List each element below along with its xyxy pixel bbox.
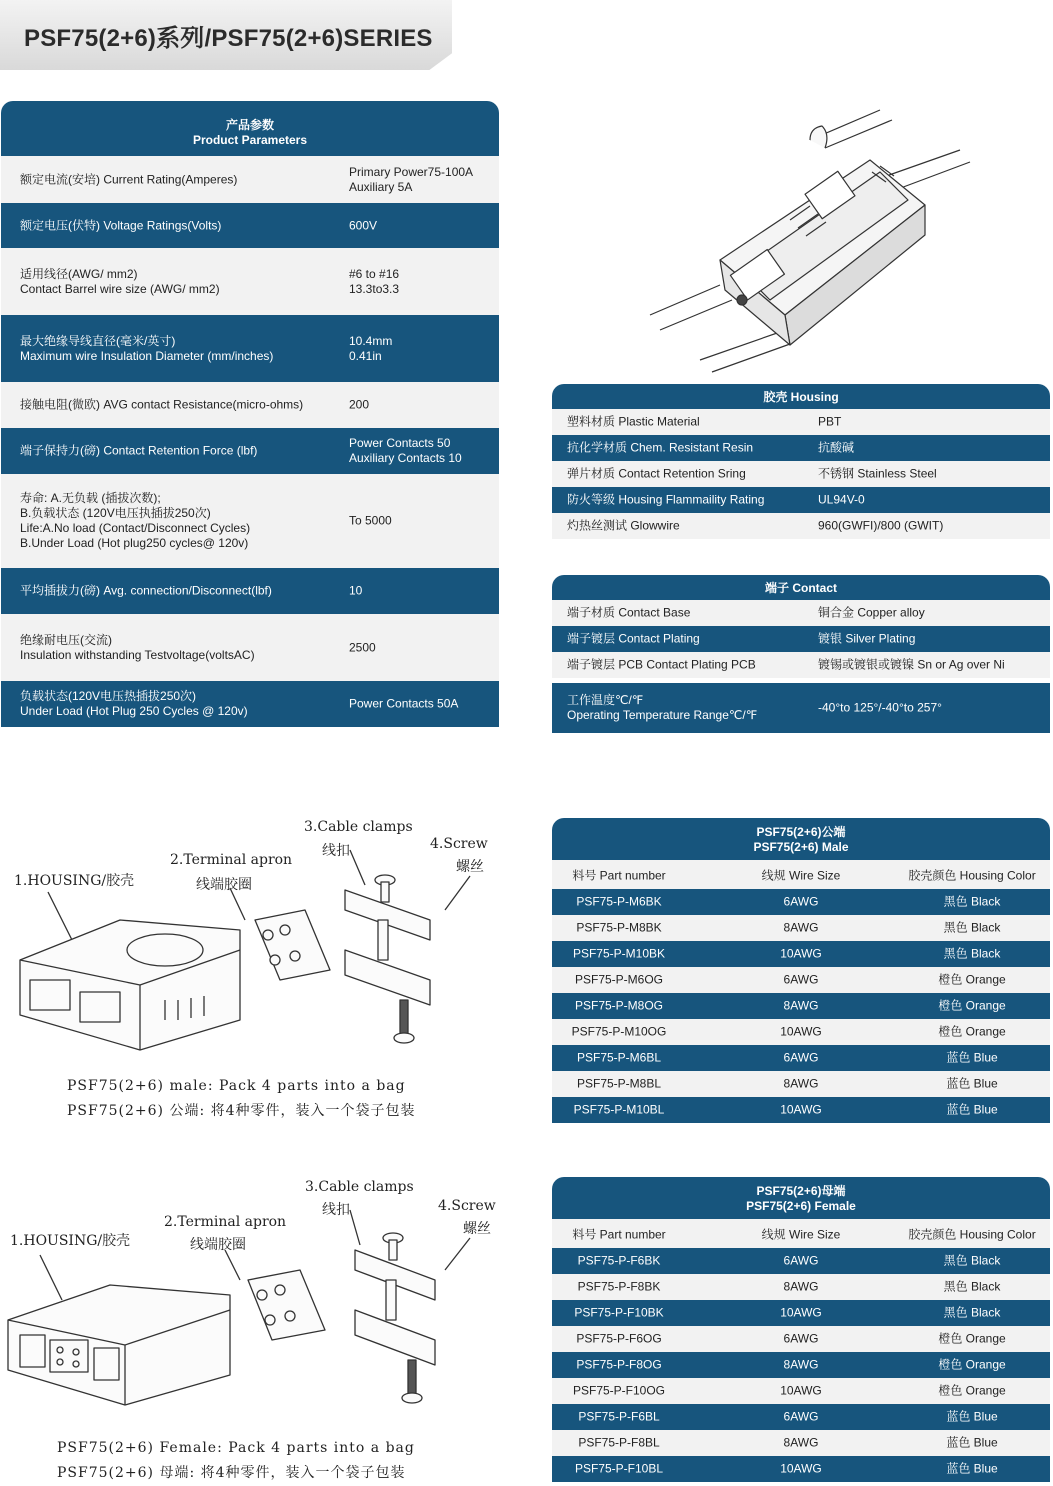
param-label-line: B.Under Load (Hot plug250 cycles@ 120v) (20, 536, 249, 550)
param-row (1, 428, 499, 474)
male-part-row (552, 1019, 1050, 1045)
wire-size: 6AWG (783, 1409, 819, 1424)
female-header-cn: PSF75(2+6)母端 (756, 1184, 846, 1198)
param-label-line: Under Load (Hot Plug 250 Cycles @ 120v) (20, 704, 248, 718)
housing-row (552, 409, 1050, 435)
param-value-line: 10.4mm (349, 333, 393, 348)
wire-size: 10AWG (780, 1383, 822, 1398)
housing-label: 防火等级 Housing Flammaility Rating (567, 492, 765, 507)
param-row (1, 382, 499, 428)
params-header-cn: 产品参数 (225, 118, 274, 132)
housing-value: PBT (818, 414, 842, 429)
wire-size: 10AWG (780, 1024, 822, 1039)
female-exploded-diagram (0, 1170, 540, 1486)
female-part-row (552, 1300, 1050, 1326)
label-clamps-cn: 线扣 (322, 1202, 350, 1218)
contact-value: 镀银 Silver Plating (818, 631, 916, 646)
param-row (1, 681, 499, 727)
label-clamps-en: 3.Cable clamps (304, 819, 413, 835)
param-label (20, 172, 340, 187)
housing-color: 橙色 Orange (938, 1024, 1006, 1039)
housing-color: 蓝色 Blue (946, 1102, 998, 1117)
param-label-line: 寿命: A.无负载 (插拔次数); (20, 491, 161, 505)
param-label-line: 负载状态(120V电压热插拔250次) (20, 689, 197, 703)
param-value-line: Auxiliary Contacts 10 (349, 451, 462, 465)
wire-size: 10AWG (780, 1461, 822, 1476)
param-label-line: Insulation withstanding Testvoltage(voltsAC) (20, 647, 255, 662)
wire-size: 6AWG (783, 1331, 819, 1346)
housing-value: 960(GWFI)/800 (GWIT) (818, 518, 944, 533)
param-label (20, 689, 340, 719)
housing-color: 黑色 Black (943, 1279, 1001, 1294)
label-apron-cn: 线端胶圈 (190, 1237, 246, 1253)
param-row (1, 156, 499, 203)
param-label-line: 平均插拔力(磅) Avg. connection/Disconnect(lbf) (20, 583, 272, 598)
label-housing: 1.HOUSING/胶壳 (10, 1233, 131, 1249)
housing-row (552, 461, 1050, 487)
contact-label-line: 端子材质 Contact Base (567, 605, 691, 620)
param-value (349, 398, 499, 413)
col-housing-color: 胶壳颜色 Housing Color (908, 1227, 1036, 1241)
female-part-row (552, 1378, 1050, 1404)
contact-value: 镀锡或镀银或镀镍 Sn or Ag over Ni (818, 657, 1005, 672)
contact-label-line: 端子镀层 PCB Contact Plating PCB (567, 657, 756, 672)
title-banner (0, 0, 452, 70)
part-number: PSF75-P-M10BL (573, 1102, 665, 1117)
part-number: PSF75-P-M6BK (576, 894, 662, 909)
female-part-row (552, 1456, 1050, 1482)
part-number: PSF75-P-F8OG (576, 1357, 662, 1372)
wire-size: 8AWG (783, 1279, 819, 1294)
label-apron-cn: 线端胶圈 (196, 877, 252, 893)
female-parts-table (552, 1177, 1050, 1482)
param-label (20, 584, 340, 599)
contact-label-line: 端子镀层 Contact Plating (567, 631, 700, 646)
male-header (552, 818, 1050, 860)
param-label (20, 334, 340, 364)
param-label (20, 398, 340, 413)
housing-label: 弹片材质 Contact Retention Sring (567, 466, 746, 481)
housing-color: 黑色 Black (943, 946, 1001, 961)
contact-row (552, 683, 1050, 733)
param-value-line: 13.3to3.3 (349, 281, 400, 296)
param-label (20, 491, 340, 551)
wire-size: 6AWG (783, 1050, 819, 1065)
param-row (1, 315, 499, 382)
contact-value: 铜合金 Copper alloy (818, 605, 925, 620)
col-part-number: 料号 Part number (572, 1227, 666, 1241)
contact-label (567, 658, 756, 673)
wire-size: 6AWG (783, 972, 819, 987)
female-part-row (552, 1430, 1050, 1456)
female-header-en: PSF75(2+6) Female (746, 1199, 856, 1213)
housing-color: 橙色 Orange (938, 972, 1006, 987)
female-caption-cn: PSF75(2+6) 母端: 将4种零件，装入一个袋子包装 (57, 1465, 406, 1481)
param-row (1, 614, 499, 681)
female-part-row (552, 1326, 1050, 1352)
housing-color: 橙色 Orange (938, 1357, 1006, 1372)
part-number: PSF75-P-M6OG (574, 972, 664, 987)
param-label-line: B.负载状态 (120V电压执插拔250次) (20, 506, 211, 520)
male-header-en: PSF75(2+6) Male (753, 840, 849, 854)
male-parts-table (552, 818, 1050, 1123)
connector-photo (640, 100, 990, 375)
wire-size: 10AWG (780, 1305, 822, 1320)
wire-size: 10AWG (780, 946, 822, 961)
contact-row (552, 652, 1050, 678)
col-housing-color: 胶壳颜色 Housing Color (908, 868, 1036, 882)
female-caption-en: PSF75(2+6) Female: Pack 4 parts into a bag (57, 1440, 415, 1456)
param-row (1, 568, 499, 614)
param-value (349, 165, 499, 195)
part-number: PSF75-P-M10BK (572, 946, 666, 961)
part-number: PSF75-P-M6BL (576, 1050, 662, 1065)
contact-label-line: Operating Temperature Range℃/℉ (567, 708, 758, 722)
label-screw-cn: 螺丝 (463, 1221, 491, 1237)
label-clamps-cn: 线扣 (322, 843, 350, 859)
housing-color: 黑色 Black (943, 1305, 1001, 1320)
part-number: PSF75-P-M8OG (574, 998, 664, 1013)
label-screw-en: 4.Screw (438, 1198, 496, 1214)
label-apron-en: 2.Terminal apron (164, 1214, 287, 1230)
param-value (349, 436, 499, 466)
contact-label-line: 工作温度℃/℉ (567, 693, 644, 707)
contact-label (567, 632, 700, 647)
male-caption-en: PSF75(2+6) male: Pack 4 parts into a bag (67, 1078, 406, 1094)
param-label-line: Contact Barrel wire size (AWG/ mm2) (20, 281, 220, 296)
param-value-line: 200 (349, 397, 370, 412)
param-value-line: To 5000 (349, 513, 392, 528)
param-row (1, 474, 499, 568)
param-label-line: 额定电压(伏特) Voltage Ratings(Volts) (20, 218, 222, 232)
param-value-line: 0.41in (349, 348, 382, 363)
male-header-cn: PSF75(2+6)公端 (756, 825, 846, 839)
param-row (1, 203, 499, 248)
housing-value: 不锈钢 Stainless Steel (818, 466, 937, 481)
housing-value: 抗酸碱 (818, 440, 855, 455)
params-header-en: Product Parameters (192, 133, 308, 147)
param-value-line: Power Contacts 50A (349, 696, 459, 711)
contact-label (567, 606, 690, 621)
param-label-line: 接触电阻(微欧) AVG contact Resistance(micro-ohms) (20, 397, 304, 412)
housing-label: 抗化学材质 Chem. Resistant Resin (567, 440, 754, 455)
housing-row (552, 435, 1050, 461)
housing-color: 黑色 Black (943, 920, 1001, 935)
param-value (349, 640, 499, 655)
housing-color: 蓝色 Blue (946, 1409, 998, 1424)
housing-row (552, 513, 1050, 539)
female-column-headers (552, 1219, 1050, 1248)
product-parameters-table (1, 101, 499, 727)
page-title: PSF75(2+6)系列/PSF75(2+6)SERIES (24, 25, 433, 52)
male-parts-drawing (0, 810, 540, 1070)
male-column-headers (552, 860, 1050, 889)
male-part-row (552, 967, 1050, 993)
param-value-line: 10 (349, 583, 363, 598)
param-value-line: Primary Power75-100A (349, 164, 474, 179)
male-part-row (552, 915, 1050, 941)
contact-row (552, 626, 1050, 652)
housing-color: 黑色 Black (943, 894, 1001, 909)
label-apron-en: 2.Terminal apron (170, 852, 293, 868)
wire-size: 6AWG (783, 894, 819, 909)
label-screw-en: 4.Screw (430, 836, 488, 852)
param-value (349, 267, 499, 297)
housing-header: 胶壳 Housing (552, 384, 1050, 409)
param-value (349, 584, 499, 599)
param-value-line: 2500 (349, 640, 376, 654)
wire-size: 10AWG (780, 1102, 822, 1117)
param-label-line: Maximum wire Insulation Diameter (mm/inches) (20, 348, 274, 363)
col-wire-size: 线规 Wire Size (761, 868, 841, 882)
male-part-row (552, 889, 1050, 915)
param-label-line: 绝缘耐电压(交流) (20, 632, 112, 647)
female-part-row (552, 1248, 1050, 1274)
param-label (20, 267, 340, 297)
param-label-line: Life:A.No load (Contact/Disconnect Cycles) (20, 521, 251, 535)
housing-row (552, 487, 1050, 513)
housing-color: 蓝色 Blue (946, 1461, 998, 1476)
wire-size: 8AWG (783, 1357, 819, 1372)
param-label-line: 适用线径(AWG/ mm2) (20, 266, 138, 281)
param-value-line: 600V (349, 218, 378, 232)
male-caption-cn: PSF75(2+6) 公端: 将4种零件，装入一个袋子包装 (67, 1103, 416, 1119)
housing-color: 蓝色 Blue (946, 1435, 998, 1450)
param-value (349, 514, 499, 529)
housing-color: 橙色 Orange (938, 1383, 1006, 1398)
param-value-line: Auxiliary 5A (349, 179, 413, 194)
housing-color: 蓝色 Blue (946, 1076, 998, 1091)
wire-size: 8AWG (783, 1435, 819, 1450)
male-part-row (552, 1045, 1050, 1071)
params-header (1, 101, 499, 156)
male-part-row (552, 1071, 1050, 1097)
housing-color: 橙色 Orange (938, 1331, 1006, 1346)
param-value (349, 218, 499, 233)
housing-label: 塑料材质 Plastic Material (567, 414, 700, 429)
param-label (20, 444, 340, 459)
param-row (1, 248, 499, 315)
part-number: PSF75-P-F10BL (574, 1461, 664, 1476)
housing-value: UL94V-0 (818, 492, 865, 507)
female-part-row (552, 1274, 1050, 1300)
female-header (552, 1177, 1050, 1219)
housing-table (552, 384, 1050, 539)
housing-color: 蓝色 Blue (946, 1050, 998, 1065)
part-number: PSF75-P-F6BK (577, 1253, 661, 1268)
param-value-line: Power Contacts 50 (349, 436, 451, 450)
contact-header: 端子 Contact (552, 575, 1050, 600)
part-number: PSF75-P-F8BL (578, 1435, 660, 1450)
housing-color: 黑色 Black (943, 1253, 1001, 1268)
param-value-line: #6 to #16 (349, 266, 400, 281)
part-number: PSF75-P-F10BK (574, 1305, 664, 1320)
param-label (20, 218, 340, 233)
part-number: PSF75-P-F10OG (572, 1383, 666, 1398)
female-part-row (552, 1352, 1050, 1378)
part-number: PSF75-P-F6BL (578, 1409, 660, 1424)
wire-size: 8AWG (783, 1076, 819, 1091)
part-number: PSF75-P-M8BL (576, 1076, 662, 1091)
wire-size: 6AWG (783, 1253, 819, 1268)
wire-size: 8AWG (783, 998, 819, 1013)
col-wire-size: 线规 Wire Size (761, 1227, 841, 1241)
param-label-line: 最大绝缘导线直径(毫米/英寸) (20, 333, 176, 348)
label-screw-cn: 螺丝 (456, 859, 484, 875)
col-part-number: 料号 Part number (572, 868, 666, 882)
female-part-row (552, 1404, 1050, 1430)
female-parts-drawing (0, 1170, 540, 1430)
male-part-row (552, 1097, 1050, 1123)
contact-table (552, 575, 1050, 733)
housing-label: 灼热丝测试 Glowwire (567, 518, 680, 533)
male-part-row (552, 941, 1050, 967)
param-value (349, 334, 499, 364)
param-label-line: 额定电流(安培) Current Rating(Amperes) (20, 172, 238, 186)
param-value (349, 697, 499, 712)
wire-size: 8AWG (783, 920, 819, 935)
part-number: PSF75-P-M10OG (571, 1024, 667, 1039)
male-part-row (552, 993, 1050, 1019)
contact-value: -40°to 125°/-40°to 257° (818, 700, 942, 715)
housing-color: 橙色 Orange (938, 998, 1006, 1013)
contact-row (552, 600, 1050, 626)
part-number: PSF75-P-F6OG (576, 1331, 662, 1346)
label-clamps-en: 3.Cable clamps (305, 1179, 414, 1195)
label-housing: 1.HOUSING/胶壳 (14, 873, 135, 889)
param-label-line: 端子保持力(磅) Contact Retention Force (lbf) (20, 443, 258, 458)
param-label (20, 633, 340, 663)
part-number: PSF75-P-M8BK (576, 920, 662, 935)
part-number: PSF75-P-F8BK (577, 1279, 661, 1294)
male-exploded-diagram (0, 810, 540, 1130)
contact-label (567, 693, 757, 723)
